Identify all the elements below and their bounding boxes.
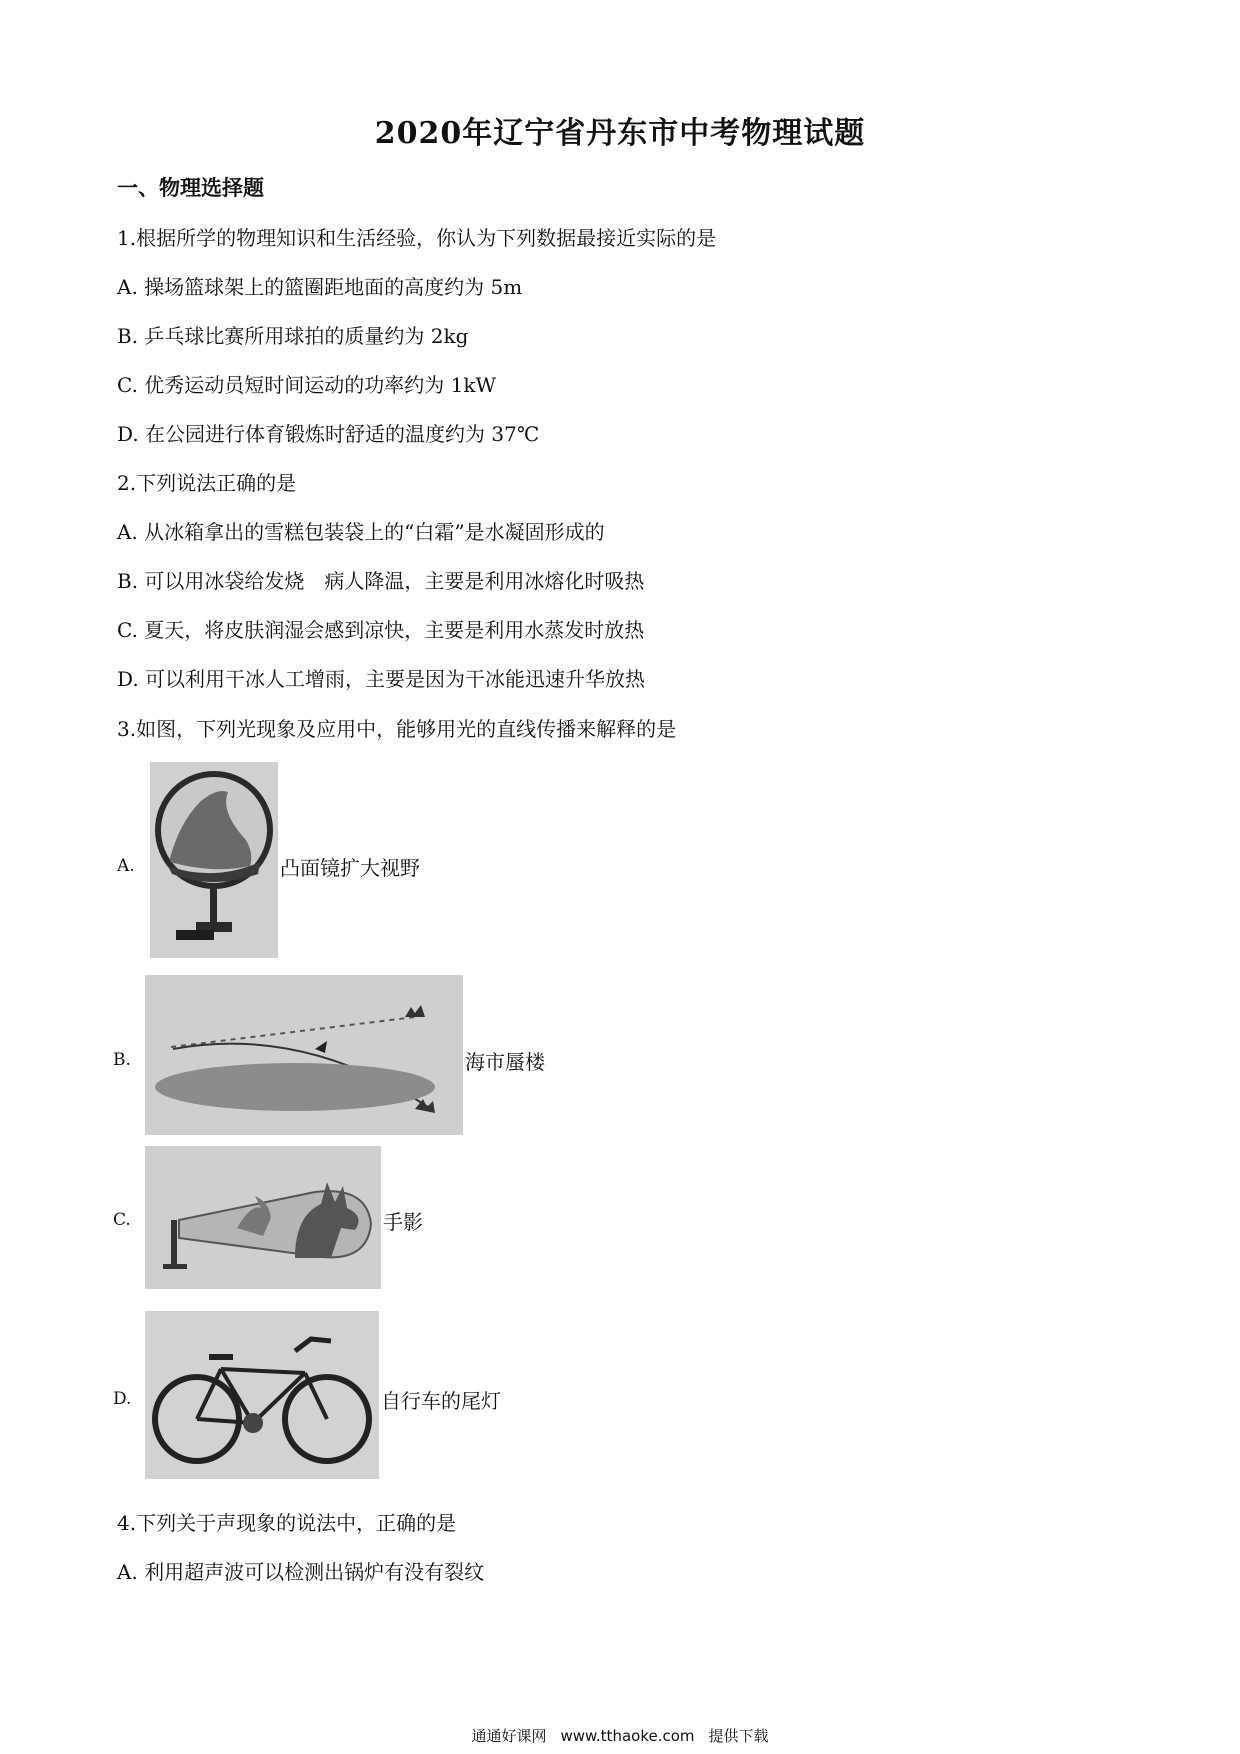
question-3-option-d-caption: 自行车的尾灯 (381, 1389, 501, 1413)
mirage-photo-icon (145, 975, 463, 1135)
question-3-option-b-letter: B. (113, 1050, 131, 1070)
footer-url[interactable]: www.tthaoke.com (560, 1727, 695, 1745)
question-2-option-b: B. 可以用冰袋给发烧 病人降温，主要是利用冰熔化时吸热 (117, 569, 645, 593)
question-1-option-d: D. 在公园进行体育锻炼时舒适的温度约为 37℃ (117, 422, 540, 446)
question-1-option-c: C. 优秀运动员短时间运动的功率约为 1kW (117, 373, 497, 397)
convex-mirror-photo-icon (150, 762, 278, 958)
footer-site: 通通好课网 (471, 1727, 547, 1745)
question-1-stem: 1.根据所学的物理知识和生活经验，你认为下列数据最接近实际的是 (117, 226, 717, 250)
question-1-option-b: B. 乒乓球比赛所用球拍的质量约为 2kg (117, 324, 469, 348)
question-3-option-c-caption: 手影 (383, 1210, 423, 1234)
question-2-option-a: A. 从冰箱拿出的雪糕包装袋上的“白霜”是水凝固形成的 (117, 520, 605, 544)
question-1-option-a: A. 操场篮球架上的篮圈距地面的高度约为 5m (117, 275, 523, 299)
section-title: 一、物理选择题 (117, 175, 264, 200)
question-2-option-d: D. 可以利用干冰人工增雨，主要是因为干冰能迅速升华放热 (117, 667, 646, 691)
question-3-option-a-letter: A. (117, 856, 135, 876)
page-title: 2020年辽宁省丹东市中考物理试题 (374, 116, 866, 151)
footer (0, 1725, 1240, 1746)
footer-note: 提供下载 (708, 1727, 769, 1745)
question-3-option-c-letter: C. (113, 1210, 131, 1230)
question-3-option-a-caption: 凸面镜扩大视野 (280, 856, 420, 880)
question-2-stem: 2.下列说法正确的是 (117, 471, 297, 495)
question-3-option-b-caption: 海市蜃楼 (465, 1050, 545, 1074)
hand-shadow-photo-icon (145, 1146, 381, 1289)
bicycle-photo-icon (145, 1311, 379, 1479)
question-3-stem: 3.如图，下列光现象及应用中，能够用光的直线传播来解释的是 (117, 717, 677, 741)
question-3-option-d-letter: D. (113, 1389, 132, 1409)
question-4-option-a: A. 利用超声波可以检测出锅炉有没有裂纹 (117, 1560, 485, 1584)
question-4-stem: 4.下列关于声现象的说法中，正确的是 (117, 1511, 457, 1535)
question-2-option-c: C. 夏天，将皮肤润湿会感到凉快，主要是利用水蒸发时放热 (117, 618, 645, 642)
